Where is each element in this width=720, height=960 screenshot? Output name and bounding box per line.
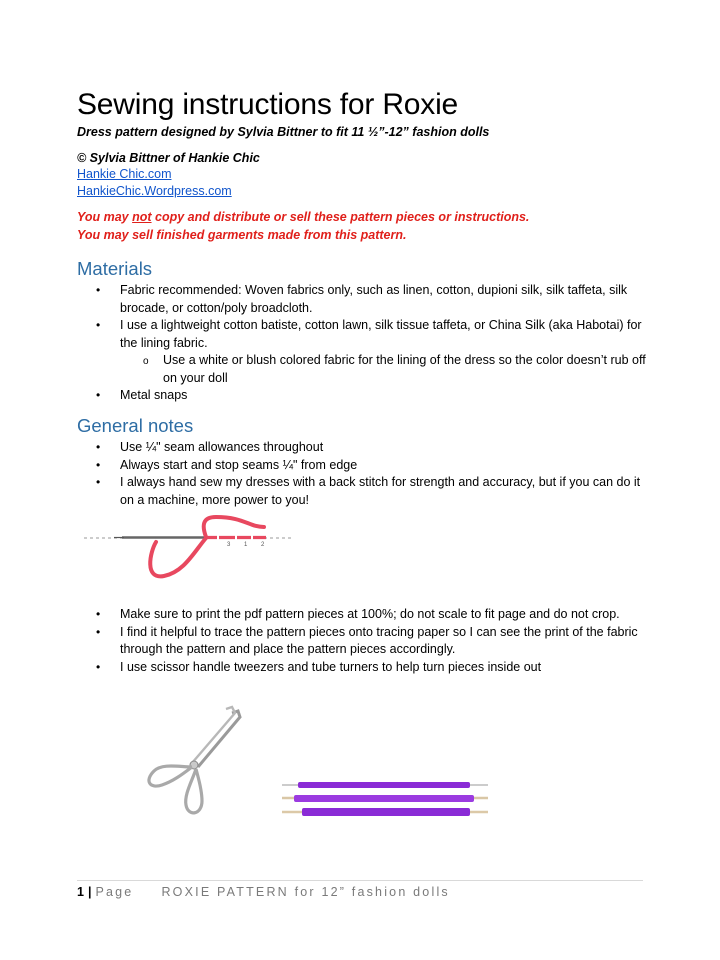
list-item: • Metal snaps (96, 387, 656, 405)
list-item: • Fabric recommended: Woven fabrics only, such as linen, cotton, dupioni silk, silk taffeta, silk brocade, or cotton/poly broadcloth. (96, 282, 656, 317)
list-item: • I always hand sew my dresses with a back stitch for strength and accuracy, but if you can do it on a machine, more power to you! (96, 474, 656, 509)
materials-list (96, 282, 656, 405)
page-footer (77, 885, 450, 899)
warning-copy-emphasis: not (132, 210, 152, 224)
general-notes-list-continued (96, 606, 656, 676)
warning-copy-prefix: You may (77, 210, 133, 224)
stitch-label-2: 2 (261, 542, 265, 548)
footer-divider (77, 880, 643, 881)
scissor-tweezers-image (140, 705, 245, 820)
footer-separator: | (87, 885, 92, 899)
general-notes-list (96, 439, 656, 509)
list-item: • Make sure to print the pdf pattern pieces at 100%; do not scale to fit page and do not crop. (96, 606, 656, 624)
back-stitch-illustration (84, 512, 304, 587)
running-head: ROXIE PATTERN for 12” fashion dolls (161, 885, 450, 899)
materials-heading: Materials (77, 258, 153, 279)
list-item: • Use ¼" seam allowances throughout (96, 439, 656, 457)
warning-copy (77, 210, 529, 224)
page-title: Sewing instructions for Roxie (77, 88, 459, 121)
list-item: • I use a lightweight cotton batiste, cotton lawn, silk tissue taffeta, or China Silk (aka Habotai) for the lining fabric. (96, 317, 656, 352)
list-item: • I find it helpful to trace the pattern pieces onto tracing paper so I can see the print of the fabric through the pattern and place the pattern pieces accordingly. (96, 624, 656, 659)
stitch-label-1: 1 (244, 542, 248, 548)
general-notes-heading: General notes (77, 415, 194, 436)
hankie-chic-link[interactable]: Hankie Chic.com (77, 167, 172, 181)
warning-copy-suffix: copy and distribute or sell these pattern pieces or instructions. (151, 210, 530, 224)
page-word: Page (95, 885, 134, 899)
copyright-line: © Sylvia Bittner of Hankie Chic (77, 151, 260, 165)
list-item: • Always start and stop seams ¼" from edge (96, 457, 656, 475)
stitch-label-3: 3 (227, 542, 231, 548)
list-item: o Use a white or blush colored fabric for the lining of the dress so the color doesn’t rub off on your doll (96, 352, 656, 387)
hankie-chic-wordpress-link[interactable]: HankieChic.Wordpress.com (77, 184, 232, 198)
page-number: 1 (77, 885, 84, 899)
tube-turners-image (278, 775, 493, 825)
warning-sell: You may sell finished garments made from this pattern. (77, 228, 407, 242)
page-subtitle: Dress pattern designed by Sylvia Bittner to fit 11 ½”-12” fashion dolls (77, 125, 490, 139)
list-item: • I use scissor handle tweezers and tube turners to help turn pieces inside out (96, 659, 656, 677)
